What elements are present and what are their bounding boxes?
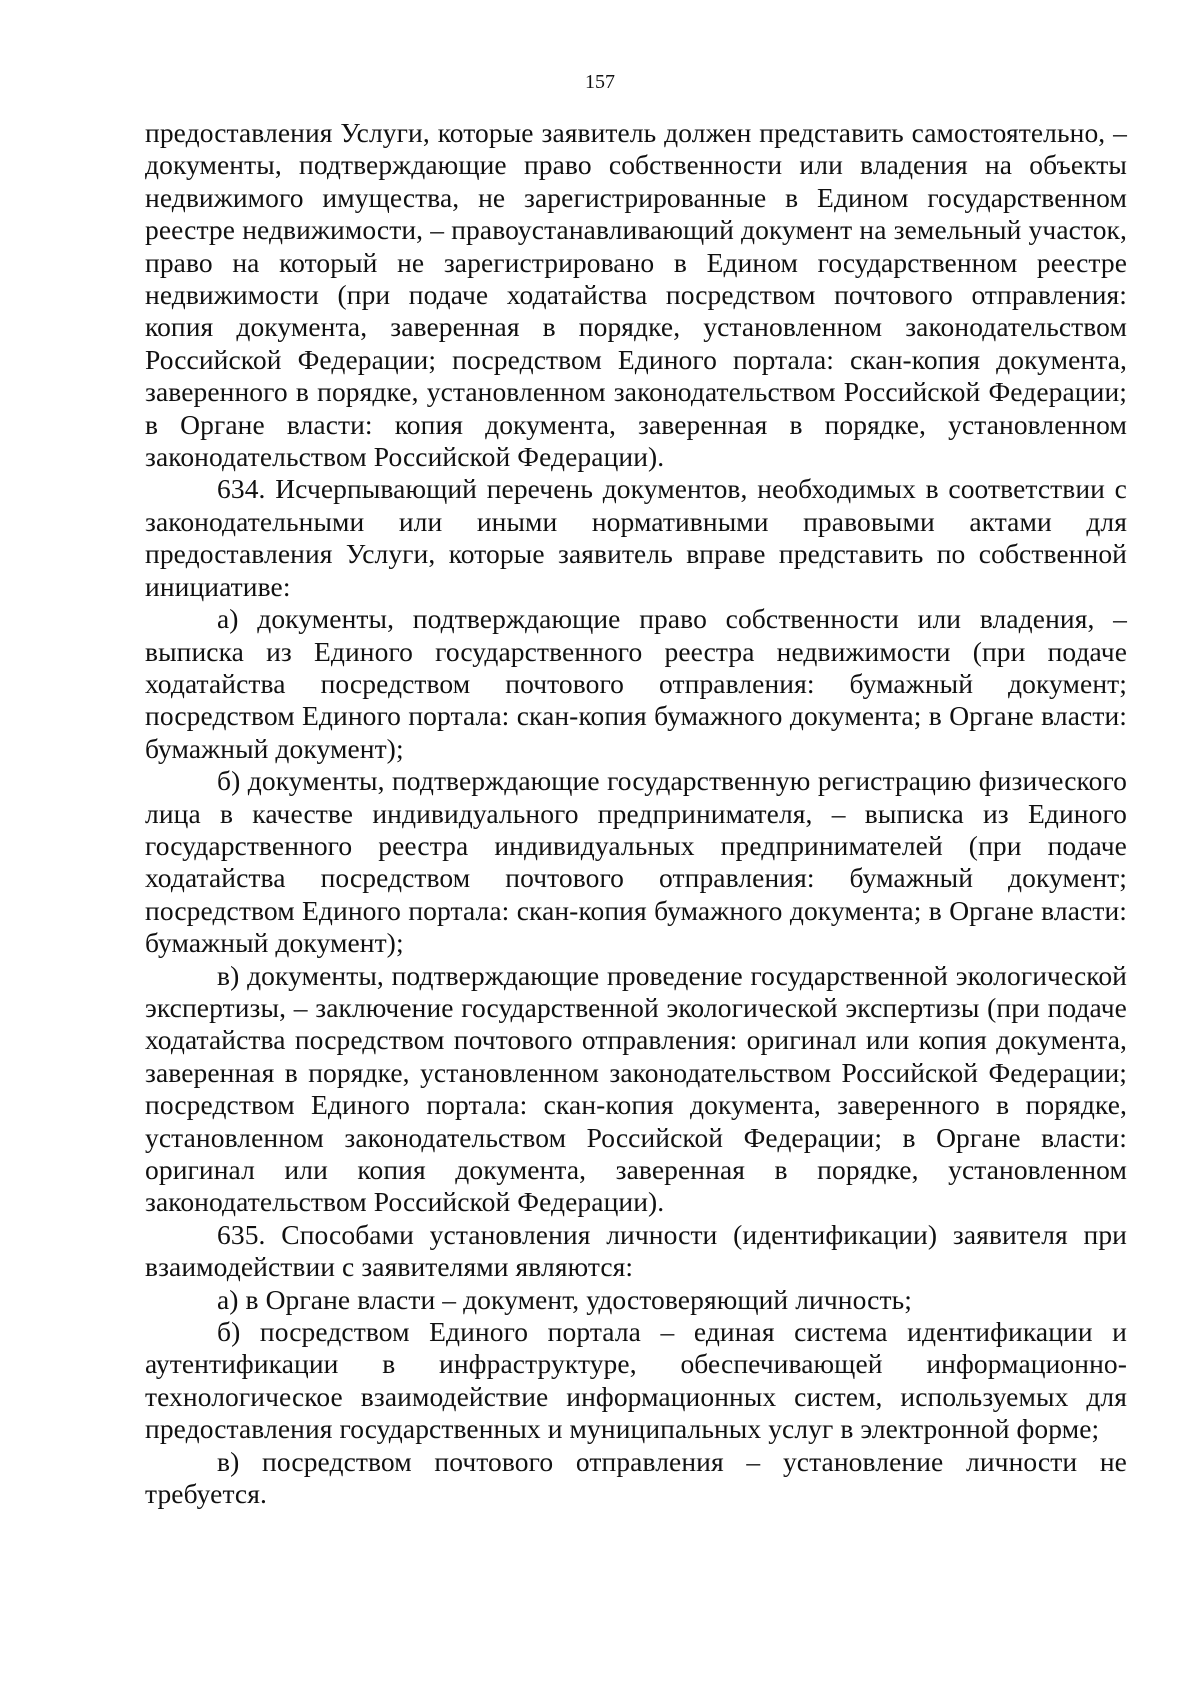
paragraph-634: 634. Исчерпывающий перечень документов, необходимых в соответствии с законодательными или иными нормативными правовыми актами для предоставления Услуги, которые заявитель вправе представить по собственной инициативе: — [145, 473, 1127, 602]
list-item-635-b: б) посредством Единого портала – единая система идентификации и аутентификации в инфраструктуре, обеспечивающей информационно-технологическое взаимодействие информационных систем, используемых для предоставления государственных и муниципальных услуг в электронной форме; — [145, 1316, 1127, 1445]
list-item-635-a: а) в Органе власти – документ, удостоверяющий личность; — [217, 1283, 912, 1315]
list-item-635-v: в) посредством почтового отправления – установление личности не требуется. — [145, 1445, 1127, 1510]
list-item-634-a: а) документы, подтверждающие право собственности или владения, – выписка из Единого государственного реестра недвижимости (при подаче ходатайства посредством почтового отправления: бумажный документ; посредством Единого портала: скан-копия бумажного документа; в Органе власти: бумажный документ); — [145, 603, 1127, 764]
list-item-634-v: в) документы, подтверждающие проведение государственной экологической экспертизы, – заключение государственной экологической экспертизы (при подаче ходатайства посредством почтового отправления: оригинал или копия документа, заверенная в порядке, установленном законодательством Российской Федерации; посредством Единого портала: скан-копия документа, заверенного в порядке, установленном законодательством Российской Федерации; в Органе власти: оригинал или копия документа, заверенная в порядке, установленном законодательством Российской Федерации). — [145, 959, 1127, 1218]
document-body — [145, 117, 1127, 1510]
list-item-634-b: б) документы, подтверждающие государственную регистрацию физического лица в качестве индивидуального предпринимателя, – выписка из Единого государственного реестра индивидуальных предпринимателей (при подаче ходатайства посредством почтового отправления: бумажный документ; посредством Единого портала: скан-копия бумажного документа; в Органе власти: бумажный документ); — [145, 765, 1127, 959]
paragraph-continuation: предоставления Услуги, которые заявитель должен представить самостоятельно, – документы, подтверждающие право собственности или владения на объекты недвижимого имущества, не зарегистрированные в Едином государственном реестре недвижимости, – правоустанавливающий документ на земельный участок, право на который не зарегистрировано в Едином государственном реестре недвижимости (при подаче ходатайства посредством почтового отправления: копия документа, заверенная в порядке, установленном законодательством Российской Федерации; посредством Единого портала: скан-копия документа, заверенного в порядке, установленном законодательством Российской Федерации; в Органе власти: копия документа, заверенная в порядке, установленном законодательством Российской Федерации). — [145, 117, 1127, 473]
paragraph-635: 635. Способами установления личности (идентификации) заявителя при взаимодействии с заявителями являются: — [145, 1218, 1127, 1283]
page-number: 157 — [585, 71, 615, 93]
